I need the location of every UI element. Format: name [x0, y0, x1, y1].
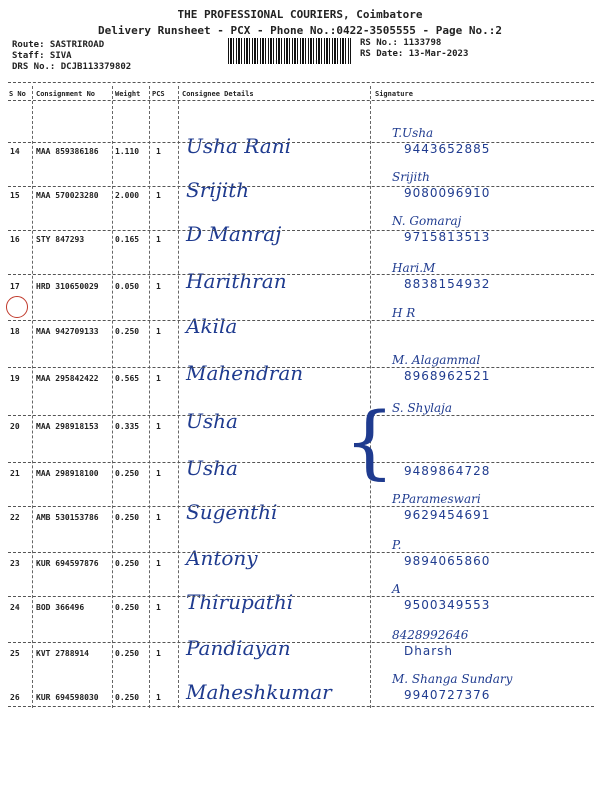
row-signature: H R — [392, 306, 416, 320]
row-pcs: 1 — [156, 649, 161, 658]
row-separator — [8, 320, 594, 321]
row-consignment: STY 847293 — [36, 235, 85, 244]
row-pcs: 1 — [156, 147, 161, 156]
columns-rule — [8, 100, 594, 101]
row-pcs: 1 — [156, 191, 161, 200]
row-sno: 24 — [10, 603, 20, 612]
row-weight: 0.250 — [115, 327, 140, 336]
row-consignment: AMB 530153786 — [36, 513, 99, 522]
row-consignee: Akila — [186, 314, 238, 338]
row-weight: 0.250 — [115, 559, 140, 568]
row-weight: 0.250 — [115, 693, 140, 702]
row-pcs: 1 — [156, 422, 161, 431]
col-divider — [112, 86, 113, 708]
row-pcs: 1 — [156, 235, 161, 244]
row-separator — [8, 186, 594, 187]
row-sno: 15 — [10, 191, 20, 200]
row-sno: 25 — [10, 649, 20, 658]
header-title: THE PROFESSIONAL COURIERS, Coimbatore — [177, 8, 423, 21]
row-sno: 23 — [10, 559, 20, 568]
row-pcs: 1 — [156, 559, 161, 568]
rs-number: RS No.: 1133798 — [360, 38, 442, 48]
row-phone: 9715813513 — [404, 230, 491, 244]
col-signature: Signature — [375, 90, 413, 98]
staff-label: Staff: SIVA — [12, 51, 72, 61]
row-phone: 9443652885 — [404, 142, 491, 156]
row-consignee: Antony — [186, 546, 258, 570]
row-consignment: MAA 295842422 — [36, 374, 99, 383]
row-signature: M. Alagammal — [392, 353, 481, 367]
row-consignment: KVT 2788914 — [36, 649, 89, 658]
row-separator — [8, 462, 594, 463]
route-label: Route: SASTRIROAD — [12, 40, 105, 50]
row-separator — [8, 552, 594, 553]
col-weight: Weight — [115, 90, 141, 98]
row-separator — [8, 415, 594, 416]
row-weight: 0.250 — [115, 513, 140, 522]
row-pcs: 1 — [156, 327, 161, 336]
row-consignment: MAA 942709133 — [36, 327, 99, 336]
row-sno: 16 — [10, 235, 20, 244]
row-separator — [8, 142, 594, 143]
row-consignment: MAA 859386186 — [36, 147, 99, 156]
col-divider — [32, 86, 33, 708]
col-consignment: Consignment No — [36, 90, 96, 98]
row-consignment: BOD 366496 — [36, 603, 85, 612]
row-signature: T.Usha — [392, 126, 434, 140]
row-signature: Srijith — [392, 170, 430, 184]
row-pcs: 1 — [156, 282, 161, 291]
rs-date: RS Date: 13-Mar-2023 — [360, 49, 469, 59]
row-phone: 9940727376 — [404, 688, 491, 702]
row-signature: P. — [392, 538, 402, 552]
row-pcs: 1 — [156, 603, 161, 612]
row-consignment: KUR 694598030 — [36, 693, 99, 702]
row-consignee: Mahendran — [186, 361, 304, 385]
barcode — [228, 38, 351, 64]
row-consignee: Usha Rani — [186, 134, 291, 158]
row-consignment: MAA 298918100 — [36, 469, 99, 478]
row-weight: 0.335 — [115, 422, 140, 431]
row-consignee: Srijith — [186, 178, 250, 202]
row-sno: 14 — [10, 147, 20, 156]
row-signature: M. Shanga Sundary — [392, 672, 513, 686]
row-phone: 8968962521 — [404, 369, 491, 383]
row-consignee: Usha — [186, 456, 238, 480]
row-sno: 17 — [10, 282, 20, 291]
row-weight: 0.250 — [115, 603, 140, 612]
row-phone: 9894065860 — [404, 554, 491, 568]
brace-mark: { — [344, 395, 395, 488]
row-sno: 21 — [10, 469, 20, 478]
row-weight: 0.050 — [115, 282, 140, 291]
row-pcs: 1 — [156, 374, 161, 383]
row-separator — [8, 367, 594, 368]
row-consignee: Maheshkumar — [186, 680, 332, 704]
row-consignee: Pandiayan — [186, 636, 291, 660]
row-phone: 9629454691 — [404, 508, 491, 522]
row-consignee: Thirupathi — [186, 590, 294, 614]
row-consignee: Usha — [186, 409, 238, 433]
row-pcs: 1 — [156, 693, 161, 702]
col-divider — [149, 86, 150, 708]
row-signature: 8428992646 — [392, 628, 469, 642]
row-weight: 0.165 — [115, 235, 140, 244]
red-circle-mark — [6, 296, 28, 318]
row-consignment: MAA 298918153 — [36, 422, 99, 431]
row-weight: 0.250 — [115, 469, 140, 478]
col-pcs: PCS — [152, 90, 165, 98]
row-pcs: 1 — [156, 469, 161, 478]
header-rule — [8, 82, 594, 83]
drs-label: DRS No.: DCJB113379802 — [12, 62, 132, 72]
row-consignment: KUR 694597876 — [36, 559, 99, 568]
row-separator — [8, 642, 594, 643]
row-sno: 20 — [10, 422, 20, 431]
row-consignment: MAA 570023280 — [36, 191, 99, 200]
row-signature: Hari.M — [392, 261, 436, 275]
row-weight: 1.110 — [115, 147, 140, 156]
row-phone: 8838154932 — [404, 277, 491, 291]
row-consignee: D Manraj — [186, 222, 282, 246]
row-separator — [8, 274, 594, 275]
row-separator — [8, 230, 594, 231]
row-sno: 26 — [10, 693, 20, 702]
row-signature: P.Parameswari — [392, 492, 481, 506]
col-sno: S No — [9, 90, 26, 98]
row-signature: S. Shylaja — [392, 401, 453, 415]
row-phone: 9489864728 — [404, 464, 491, 478]
header-subtitle: Delivery Runsheet - PCX - Phone No.:0422-3505555 - Page No.:2 — [98, 24, 502, 37]
row-sno: 19 — [10, 374, 20, 383]
row-signature: N. Gomaraj — [392, 214, 462, 228]
row-consignee: Sugenthi — [186, 500, 278, 524]
row-separator — [8, 596, 594, 597]
row-consignment: HRD 310650029 — [36, 282, 99, 291]
row-phone: 9080096910 — [404, 186, 491, 200]
row-weight: 0.565 — [115, 374, 140, 383]
col-consignee: Consignee Details — [182, 90, 254, 98]
row-consignee: Harithran — [186, 269, 287, 293]
row-separator — [8, 706, 594, 707]
row-signature: A — [392, 582, 401, 596]
row-sno: 22 — [10, 513, 20, 522]
row-separator — [8, 506, 594, 507]
row-phone: 9500349553 — [404, 598, 491, 612]
row-sno: 18 — [10, 327, 20, 336]
col-divider — [178, 86, 179, 708]
row-weight: 2.000 — [115, 191, 140, 200]
row-weight: 0.250 — [115, 649, 140, 658]
row-phone: Dharsh — [404, 644, 453, 658]
row-pcs: 1 — [156, 513, 161, 522]
